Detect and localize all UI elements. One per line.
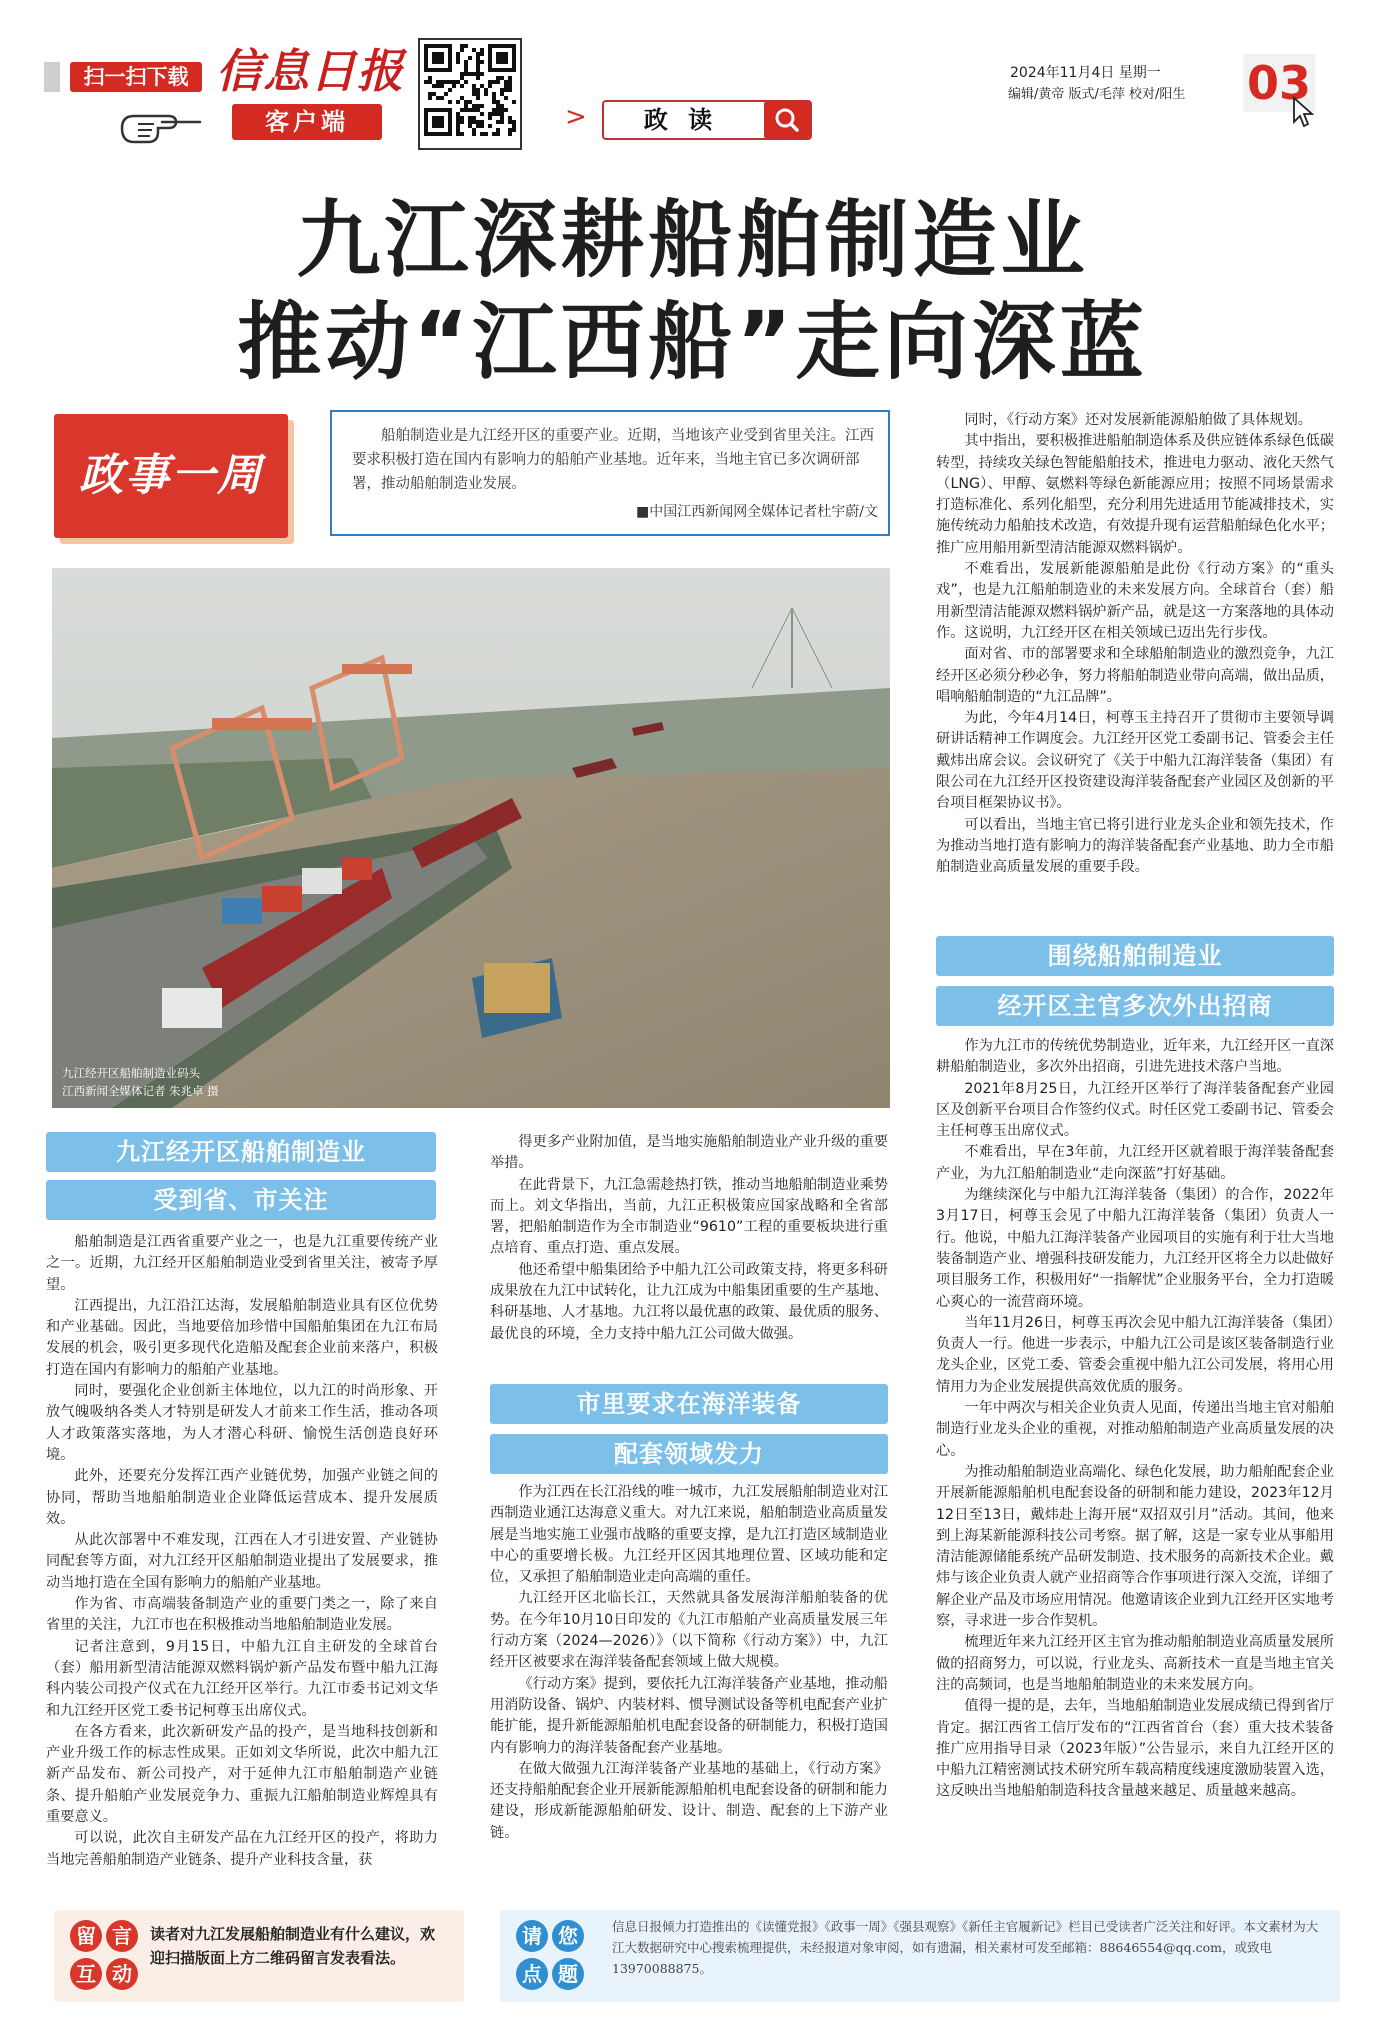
- paragraph: 记者注意到，9月15日，中船九江自主研发的全球首台（套）船用新型清洁能源双燃料锅炉新产品发布暨中船九江海科内装公司投产仪式在九江经开区举行。九江市委书记刘文华和九江经开区党工委书记柯尊玉出席仪式。: [46, 1638, 438, 1719]
- paragraph: 在此背景下，九江急需趁热打铁，推动当地船舶制造业乘势而上。刘文华指出，当前，九江正积极策应国家战略和全省部署，把船舶制造作为全市制造业“9610”工程的重要板块进行重点培育、重点打造、重点发展。: [490, 1176, 888, 1257]
- paragraph: 船舶制造是江西省重要产业之一，也是九江重要传统产业之一。近期，九江经开区船舶制造业受到省里关注，被寄予厚望。: [46, 1234, 438, 1293]
- headline-line2: 推动“江西船”走向深蓝: [237, 293, 1148, 391]
- paragraph: 面对省、市的部署要求和全球船舶制造业的激烈竞争，九江经开区必须分秒必争，努力将船舶制造业带向高端，做出品质，唱响船舶制造的“九江品牌”。: [936, 646, 1334, 705]
- paragraph: 作为省、市高端装备制造产业的重要门类之一，除了来自省里的关注，九江市也在积极推动当地船舶制造业发展。: [46, 1596, 438, 1634]
- paragraph: 作为九江市的传统优势制造业，近年来，九江经开区一直深耕船舶制造业，多次外出招商，引进先进技术落户当地。: [936, 1038, 1334, 1076]
- paragraph: 2021年8月25日，九江经开区举行了海洋装备配套产业园区及创新平台项目合作签约仪式。时任区党工委副书记、管委会主任柯尊玉出席仪式。: [936, 1080, 1334, 1140]
- intro-byline: ■中国江西新闻网全媒体记者杜宇蔚/文: [636, 504, 878, 520]
- column2-text-top: [490, 1132, 888, 1374]
- paragraph: 同时，《行动方案》还对发展新能源船舶做了具体规划。: [964, 412, 1312, 428]
- qr-code[interactable]: [418, 38, 522, 150]
- column3-text-top: [936, 410, 1334, 926]
- photo-caption-line2: 江西新闻全媒体记者 朱兆卓 摄: [62, 1084, 219, 1098]
- paragraph: 梳理近年来九江经开区主官为推动船舶制造业高质量发展所做的招商努力，可以说，行业龙头、高新技术一直是当地主官关注的高频词，也是当地船舶制造业的未来发展方向。: [936, 1634, 1334, 1693]
- header-decor-strip: [44, 62, 60, 92]
- section1-heading-line2: 受到省、市关注: [46, 1180, 436, 1220]
- section3-heading-line1: 围绕船舶制造业: [936, 936, 1334, 976]
- footer-badge-1: 留: [70, 1920, 102, 1952]
- photo-caption: [62, 1064, 392, 1102]
- scan-download-label[interactable]: 扫一扫下载: [70, 62, 202, 92]
- paragraph: 九江经开区北临长江，天然就具备发展海洋船舶装备的优势。在今年10月10日印发的《九江市船舶产业高质量发展三年行动方案（2024—2026）》（以下简称《行动方案》）中，九江经开区被要求在海洋装备配套领域上做大规模。: [490, 1590, 888, 1671]
- paragraph: 得更多产业附加值，是当地实施船舶制造业产业升级的重要举措。: [490, 1134, 888, 1172]
- paragraph: 此外，还要充分发挥江西产业链优势，加强产业链之间的协同，帮助当地船舶制造业企业降低运营成本、提升发展质效。: [46, 1468, 438, 1527]
- paragraph: 从此次部署中不难发现，江西在人才引进安置、产业链协同配套等方面，对九江经开区船舶制造业提出了发展要求，推动当地打造在全国有影响力的船舶产业基地。: [46, 1532, 438, 1591]
- issue-date: 2024年11月4日 星期一: [1010, 65, 1161, 81]
- paragraph: 为继续深化与中船九江海洋装备（集团）的合作，2022年3月17日，柯尊玉会见了中船九江海洋装备（集团）负责人一行。他说，中船九江海洋装备产业园项目的实施有利于壮大当地装备制造产业、增强科技研发能力，九江经开区将全力以赴做好项目服务工作，积极用好“一指解忧”企业服务平台，全力打造暖心爽心的一流营商环境。: [936, 1187, 1334, 1310]
- reader-interaction-text: 读者对九江发展船舶制造业有什么建议，欢迎扫描版面上方二维码留言发表看法。: [150, 1925, 436, 1967]
- column2-text-bottom: [490, 1482, 888, 1900]
- footer-badge-6: 您: [552, 1920, 584, 1952]
- paragraph: 不难看出，发展新能源船舶是此份《行动方案》的“重头戏”，也是九江船舶制造业的未来发展方向。全球首台（套）船用新型清洁能源双燃料锅炉新产品，就是这一方案落地的具体动作。这说明，九江经开区在相关领域已迈出先行步伐。: [936, 561, 1334, 641]
- search-icon[interactable]: [764, 102, 810, 138]
- issue-editors: 编辑/黄帝 版式/毛萍 校对/阳生: [1008, 87, 1186, 102]
- section2-heading-line1: 市里要求在海洋装备: [490, 1384, 888, 1424]
- headline-line1: 九江深耕船舶制造业: [296, 191, 1089, 289]
- paragraph: 可以看出，当地主官已将引进行业龙头企业和领先技术，作为推动当地打造有影响力的海洋装备配套产业基地、助力全市船舶制造业高质量发展的重要手段。: [936, 816, 1334, 876]
- paragraph: 在各方看来，此次新研发产品的投产，是当地科技创新和产业升级工作的标志性成果。正如刘文华所说，此次中船九江新产品发布、新公司投产，对于延伸九江市船舶制造产业链条、提升船舶产业发展竞争力、重振九江船舶制造业辉煌具有重要意义。: [46, 1723, 438, 1826]
- paragraph: 作为江西在长江沿线的唯一城市，九江发展船舶制造业对江西制造业通江达海意义重大。对九江来说，船舶制造业高质量发展是当地实施工业强市战略的重要支撑，是九江打造区域制造业中心的重要增长极。九江经开区因其地理位置、区域功能和定位，又承担了船舶制造业走向高端的重任。: [490, 1484, 888, 1586]
- footer-badge-5: 请: [516, 1920, 548, 1952]
- chevron-right-icon: >: [565, 102, 587, 132]
- intro-text: 船舶制造业是九江经开区的重要产业。近期，当地该产业受到省里关注。江西要求积极打造在国内有影响力的船舶产业基地。近年来，当地主官已多次调研部署，推动船舶制造业发展。: [352, 428, 874, 492]
- newspaper-logo: 信息日报: [216, 44, 404, 98]
- photo-caption-line1: 九江经开区船舶制造业码头: [62, 1066, 200, 1080]
- page-number: 03: [1246, 56, 1311, 110]
- paragraph: 可以说，此次自主研发产品在九江经开区的投产，将助力当地完善船舶制造产业链条、提升产业科技含量，获: [46, 1830, 438, 1868]
- column1-text: [46, 1232, 438, 1900]
- hand-pointing-icon: [118, 98, 206, 148]
- paragraph: 同时，要强化企业创新主体地位，以九江的时尚形象、开放气魄吸纳各类人才特别是研发人才前来工作生活，推动各项人才政策落实落地，为人才潜心科研、愉悦生活创造良好环境。: [46, 1383, 438, 1463]
- section3-heading-line2: 经开区主官多次外出招商: [936, 986, 1334, 1026]
- section1-heading-line1: 九江经开区船舶制造业: [46, 1132, 436, 1172]
- footer-badge-4: 动: [106, 1958, 138, 1990]
- paragraph: 不难看出，早在3年前，九江经开区就着眼于海洋装备配套产业，为九江船舶制造业“走向深蓝”打好基础。: [936, 1144, 1334, 1182]
- paragraph: 《行动方案》提到，要依托九江海洋装备产业基地，推动船用消防设备、锅炉、内装材料、惯导测试设备等机电配套产业扩能扩能，提升新能源船舶机电配套设备的研制能力，积极打造国内有影响力的海洋装备配套产业基地。: [490, 1675, 888, 1756]
- column-badge-title: 政事一周: [79, 450, 263, 501]
- paragraph: 为此，今年4月14日，柯尊玉主持召开了贯彻市主要领导调研讲话精神工作调度会。九江经开区党工委副书记、管委会主任戴炜出席会议。会议研究了《关于中船九江海洋装备（集团）有限公司在九江经开区投资建设海洋装备配套产业园区及创新的平台项目框架协议书》。: [936, 710, 1334, 812]
- paragraph: 当年11月26日，柯尊玉再次会见中船九江海洋装备（集团）负责人一行。他进一步表示，中船九江公司是该区装备制造行业龙头企业，区党工委、管委会重视中船九江公司发展，将用心用情用力为企业发展提供高效优质的服务。: [936, 1314, 1334, 1395]
- shipyard-photo: [52, 568, 890, 1108]
- paragraph: 为推动船舶制造业高端化、绿色化发展，助力船舶配套企业开展新能源船舶机电配套设备的研制和能力建设，2023年12月12日至13日，戴炜赴上海开展“双招双引月”活动。其间，他来到上海某新能源科技公司考察。据了解，这是一家专业从事船用清洁能源储能系统产品研发制造、技术服务的高新技术企业。戴炜与该企业负责人就产业招商等合作事项进行深入交流，详细了解企业产品及市场应用情况。他邀请该企业到九江经开区实地考察，寻求进一步合作契机。: [936, 1463, 1334, 1630]
- paragraph: 值得一提的是，去年，当地船舶制造业发展成绩已得到省厅肯定。据江西省工信厅发布的“江西省首台（套）重大技术装备推广应用指导目录（2023年版）”公告显示，来自九江经开区的中船九江精密测试技术研究所车载高精度线速度激励装置入选，这反映出当地船舶制造科技含量越来越足、质量越来越高。: [936, 1698, 1334, 1800]
- footer-badge-8: 题: [552, 1958, 584, 1990]
- footer-badge-3: 互: [70, 1958, 102, 1990]
- paragraph: 他还希望中船集团给予中船九江公司政策支持，将更多科研成果放在九江中试转化，让九江成为中船集团重要的生产基地、科研基地、人才基地。九江将以最优惠的政策、最优质的服务、最优良的环境，全力支持中船九江公司做大做强。: [490, 1261, 888, 1342]
- section-label: 政 读: [643, 106, 719, 134]
- paragraph: 江西提出，九江沿江达海，发展船舶制造业具有区位优势和产业基础。因此，当地要倍加珍惜中国船舶集团在九江布局发展的机会，吸引更多现代化造船及配套企业前来落户，积极打造在国内有影响力的船舶产业基地。: [46, 1297, 438, 1378]
- paragraph: 其中指出，要积极推进船舶制造体系及供应链体系绿色低碳转型，持续攻关绿色智能船舶技术，推进电力驱动、液化天然气（LNG）、甲醇、氨燃料等绿色新能源应用；按照不同场景需求打造标准化、系列化船型，充分利用先进适用节能减排技术，实施传统动力船舶技术改造，有效提升现有运营船舶绿色化水平；推广应用船用新型清洁能源双燃料锅炉。: [936, 433, 1334, 556]
- topic-request-text: 信息日报倾力打造推出的《读懂党报》《政事一周》《强县观察》《新任主官履新记》栏目已受读者广泛关注和好评。本文素材为大江大数据研究中心搜索梳理提供，未经报道对象审阅，如有遗漏，相关素材可发至邮箱：88646554@qq.com，或致电13970088875。: [612, 1919, 1319, 1976]
- footer-badge-2: 言: [106, 1920, 138, 1952]
- footer-badge-7: 点: [516, 1958, 548, 1990]
- paragraph: 一年中两次与相关企业负责人见面，传递出当地主官对船舶制造行业龙头企业的重视，对推动船舶制造产业高质量发展的决心。: [936, 1400, 1334, 1459]
- section2-heading-line2: 配套领域发力: [490, 1434, 888, 1474]
- client-app-label[interactable]: 客户端: [232, 104, 382, 140]
- paragraph: 在做大做强九江海洋装备产业基地的基础上，《行动方案》还支持船舶配套企业开展新能源船舶机电配套设备的研制和能力建设，形成新能源船舶研发、设计、制造、配套的上下游产业链。: [490, 1760, 888, 1841]
- cursor-icon: [1292, 96, 1316, 130]
- column3-text-bottom: [936, 1036, 1334, 1900]
